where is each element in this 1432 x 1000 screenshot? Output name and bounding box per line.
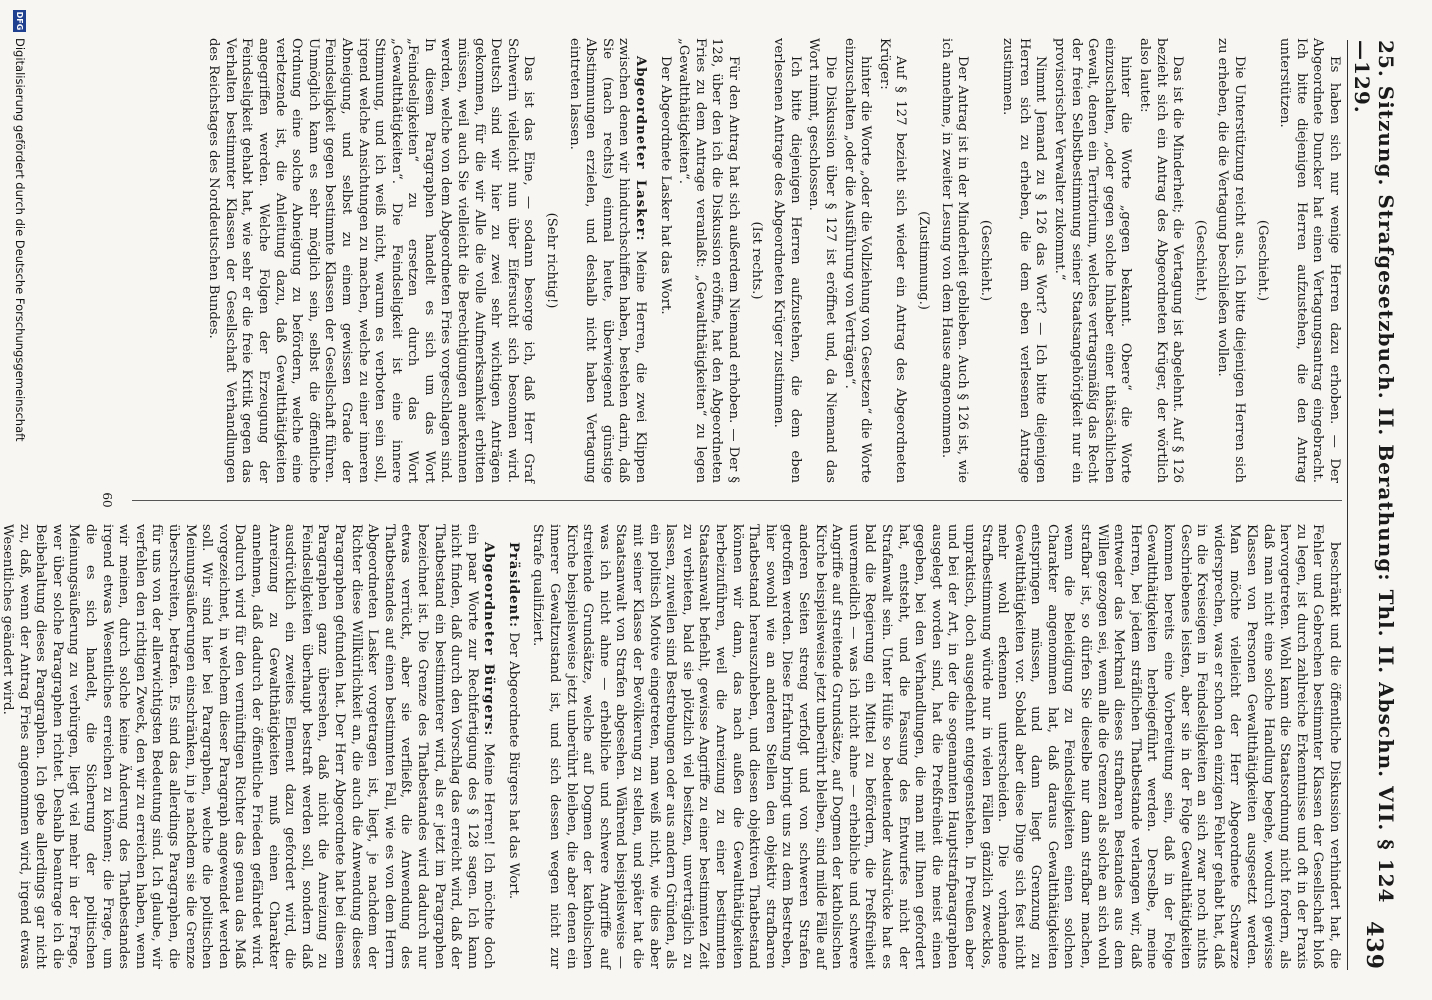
speaker-text: Meine Herren, die zwei Klippen zwischen denen wir hindurchschiffen haben, bestehen darin, daß Sie (nach rechts) einmal heute, überwiegend günstige Abstimmungen erzielen, und deshalb nicht haben Vertagung eintreten lassen. xyxy=(566,38,649,483)
stage-direction: (Sehr richtig!) xyxy=(544,212,560,309)
paragraph: hinter die Worte „gegen bekannt. Obere“ die Worte einzuschalten, „oder gegen solche Inhaber einer thätsächlichen Gewalt, denen ein Territorium, welches vertragsmäßig das Recht der freien Selbstbestimmung seiner Staatsangehörigkeit nur ein provisorischer Verwalter zukommt.“ xyxy=(1052,38,1134,483)
dfg-logo-icon: DFG xyxy=(15,11,25,31)
digitization-credit xyxy=(10,0,30,1000)
paragraph: Der Abgeordnete Lasker hat das Wort. xyxy=(657,56,673,315)
paragraph: Ich bitte diejenigen Herren aufzustehen, die dem eben verlesenen Antrage des Abgeordneten Krüger zustimmen. xyxy=(771,38,803,483)
stage-direction: (Ist rechts.) xyxy=(748,221,764,300)
credit-text: Digitalisierung gefördert durch die Deutsche Forschungsgemeinschaft xyxy=(13,38,27,442)
header-page-number: 439 xyxy=(1361,921,1387,970)
speaker-name: Abgeordneter Lasker: xyxy=(633,56,649,242)
stage-direction: (Geschieht.) xyxy=(1192,219,1208,302)
right-column xyxy=(0,524,1342,969)
paragraph: Die Diskussion über § 127 ist eröffnet und, da Niemand das Wort nimmt, geschlossen. xyxy=(806,38,838,483)
column-divider xyxy=(132,500,1342,501)
paragraph: Die Unterstützung reicht aus. Ich bitte diejenigen Herren sich zu erheben, die die Vertagung beschließen wollen. xyxy=(1215,38,1248,483)
speaker-paragraph xyxy=(504,524,521,969)
paragraph: Nimmt Jemand zu § 126 das Wort? — Ich bitte diejenigen Herren sich zu erheben, die dem eben verlesenen Antrage zustimmen. xyxy=(1000,38,1049,483)
paragraph: Auf § 127 bezieht sich wieder ein Antrag des Abgeordneten Krüger: xyxy=(876,38,909,483)
speaker-text: Der Abgeordnete Bürgers hat das Wort. xyxy=(505,632,521,900)
page-header xyxy=(1350,40,1398,970)
paragraph: Es haben sich nur wenige Herren dazu erhoben. — Der Abgeordnete Duncker hat einen Vertagungsantrag eingebracht. Ich bitte diejenigen Herren aufzustehen, die den Antrag unterstützen. xyxy=(1277,38,1342,483)
speaker-paragraph xyxy=(0,524,496,969)
speaker-text: Meine Herren! Ich möchte doch ein paar Worte zur Rechtfertigung des § 128 sagen. Ich kann nicht finden, daß durch den Vorschlag das erreicht wird, daß der Thatbestand ein bestimmterer wird, als er jetzt im Paragraphen bezeichnet ist. Die Grenze des Thatbestandes wird dadurch nur etwas verrückt, aber sie verfließt, die Anwendung des Thatbestandes auf einen bestimmten Fall, wie es von dem Herrn Abgeordneten Lasker vorgetragen ist, liegt, je nachdem der Richter diese Willkürlichkeit an, die auch die Anwendung dieses Paragraphen gefunden hat. Der Herr Abgeordnete hat bei diesem Paragraphen ganz übersehen, daß nicht die Anreizung zu Feindseligkeiten überhaupt bestraft werden soll, sondern daß ausdrücklich ein zweites Element dazu gefordert wird, die Anreizung zu Gewaltthätigkeiten muß einen Charakter annehmen, daß dadurch der öffentliche Frieden gefährdet wird. Dadurch wird für den vernünftigen Richter das genau das Maß vorgezeichnet, in welchem dieser Paragraph angewendet werden soll. Wir sind hier bei Paragraphen, welche die politischen Meinungsäußerungen einschränken, in je nachdem sie die Grenze überschreiten, betrafen. Es sind das allerdings Paragraphen, die für uns von der allerwichtigsten Bedeutung sind. Ich glaube, wir verfehlen den richtigen Zweck, den wir zu erreichen haben, wenn wir meinen, durch solche keine Änderung des Thatbestandes irgend etwas Wesentliches erreichen zu können; die Frage, um die es sich handelt, die Sicherung der politischen Meinungsäußerung zu verbürgen, liegt viel mehr in der Frage, wer über solche Paragraphen richtet. Deshalb beantrage ich die Beibehaltung dieses Paragraphen. Ich gebe allerdings gar nicht zu, daß, wenn der Antrag Fries angenommen wird, irgend etwas Wesentliches geändert wird. xyxy=(0,524,497,969)
left-column xyxy=(122,38,1342,483)
header-rule xyxy=(1347,40,1348,970)
paragraph: Der Antrag ist in der Minderheit geblieben. Auch § 126 ist, wie ich annehme, in zweiter Lesung von dem Hause angenommen. xyxy=(938,38,971,483)
paragraph: Das ist das Eine, — sodann besorge ich, daß Herr Graf Schwerin vielleicht nun über Eifersucht sich besonnen wird. Deutsch sind wir hier zu zwei sehr wichtigen Anträgen gekommen, für die wir Alle die volle Aufmerksamkeit erbitten müssen, weil auch Sie vielleicht die Berechtigungen anerkennen werden, welche von dem Abgeordneten Fries vorgeschlagen sind. In diesem Paragraphen handelt es sich um das Wort „Feindseligkeiten“ zu ersetzen durch das Wort „Gewaltthätigkeiten“. Die Feindseligkeit ist eine innere Stimmung, und ich weiß nicht, warum es verboten sein soll, irgend welche Ansichtungen zu machen, welche zu einer inneren Abneigung, und selbst zu einem gewissen Grade der Feindseligkeit gegen bestimmte Klassen der Gesellschaft führen. Unmöglich kann es sehr möglich sein, selbst die öffentliche Ordnung eine solche Abneigung zu befördern, welche eine verletzende ist, die Anleitung dazu, daß Gewaltthätigkeiten angegriffen werden. Welche Folgen der Erzeugung der Feindseligkeit gehabt hat, wie sehr er die freie Kritik gegen das Verhalten bestimmter Klassen der Gesellschaft Verhandlungen des Reichstages des Norddeutschen Bundes. xyxy=(206,38,537,483)
speaker-paragraph xyxy=(565,38,648,483)
speaker-name: Abgeordneter Bürgers: xyxy=(481,542,497,737)
page-footer-marker: 60 xyxy=(100,492,114,508)
stage-direction: (Geschieht.) xyxy=(1254,219,1270,302)
speaker-name: Präsident: xyxy=(505,542,521,629)
paragraph: Das ist die Minderheit; die Vertagung ist abgelehnt. Auf § 126 bezieht sich ein Antrag des Abgeordneten Krüger, der wörtlich also lautet: xyxy=(1137,38,1186,483)
paragraph: hinter die Worte „oder die Vollziehung von Gesetzen“ die Worte einzuschalten „oder die Ausführung von Verträgen“. xyxy=(841,38,874,483)
header-title: 25. Sitzung. Strafgesetzbuch. II. Berathung: Thl. II. Abschn. VII. § 124—129. xyxy=(1350,40,1398,904)
stage-direction: (Zustimmung.) xyxy=(915,211,931,310)
paragraph: Für den Antrag hat sich außerdem Niemand erhoben. — Der § 128, über den ich die Diskussion eröffne, hat den Abgeordneten Fries zu dem Antrage veranlaßt: „Gewaltthätigkeiten“ zu legen „Gewaltthätigkeiten“. xyxy=(676,38,741,483)
paragraph: beschränkt und die öffentliche Diskussion verhindert hat, die Fehler und Gebrechen bestimmter Klassen der Gesellschaft bloß zu legen, ist durch zahlreiche Erkenntnisse und oft in der Praxis hervorgetreten. Wohl kann die Staatsordnung nicht fordern, als daß man nicht eine solche Handlung begehe, wodurch gewisse Klassen von Personen Gewaltthätigkeiten ausgesetzt werden. Man möchte vielleicht der Herr Abgeordnete Schwarze widersprechen, was er schon den einzigen Fehler gehabt hat, daß in die Kreiseigen in Feindseligkeiten an sich zwar noch nichts Geschriebenes leisten, aber sie in der Folge Gewaltthätigkeiten kommen bereits eine Vorbereitung sein, daß in der Folge Gewaltthätigkeiten herbeigeführt werden. Derselbe, meine Herren, bei jedem sträflichen Thatbestande verlangen wir, daß entweder das Merkmal dieses strafbaren Bestandes aus dem Willen gezogen sei, wenn alle die Grenzen als solche an sich wohl strafbar ist, so dürfen Sie dieselbe nur dann strafbar machen, wenn die Beleidigung zu Feindseligkeiten einen solchen Charakter angenommen hat, daß daraus Gewaltthätigkeiten entspringen müssen, und dann liegt Grenzung zu Gewaltthätigkeiten vor. Sobald aber diese Dinge sich fest nicht mehr wohl erkennen unterscheiden. Die vorhandene Strafbestimmung würde nur in vielen Fällen gänzlich zwecklos, unpraktisch, doch ausgedehnt entgegenstehen. In Preußen aber und bei der Art, in der die sogenannten Hauptstrafparagraphen ausgelegt worden sind, hat die Preßfreiheit die meist einen gegeben, bei den Verhandlungen, die man mit Ihnen gefordert hat, entsteht, und die Fassung des Entwurfes nicht der Strafanwalt sein. Unter Hülfe so bedeutender Ausdrücke hat es bald die Regierung ein Mittel zu befördern, die Preßfreiheit unvermeidlich — was ich nicht ahne — erhebliche und schwere Angriffe auf streitende Grundsätze, auf Dogmen der katholischen Kirche beispielsweise jetzt unberührt bleiben, sind milde Fälle auf anderen Seiten streng verfolgt und von schweren Strafen getroffen werden. Diese Erfahrung bringt uns zu dem Bestreben, hier sowohl wie an anderen Stellen den objektiv strafbaren Thatbestand herauszuheben, und diesen objektiven Thatbestand können wir dann, das nach außen die Gewaltthätigkeiten herbeizuführen, weil die Anreizung zu einer bestimmten Staatsanwalt befiehlt, gewisse Angriffe zu einer bestimmten Zeit zu verbieten, bald sie plötzlich viel besitzen, unverträglich zu lassen, zuweilen sind Bestrebungen oder aus andern Gründen, als ein politisch Motive eingetreten, man weiß nicht, wie dies aber mit seiner Klasse der Bevölkerung zu stellen, und später hat die Staatsanwalt von Strafen abgesehen. Während beispielsweise — was ich nicht ahne — erhebliche und schwere Angriffe auf streitende Grundsätze, welche auf Dogmen der katholischen Kirche beispielsweise jetzt unberührt bleiben, die aber denen ein innerer Gewaltzustand ist, und sich dessen wegen nicht zur Strafe qualifiziert. xyxy=(530,524,1342,969)
stage-direction: (Geschieht.) xyxy=(977,219,993,302)
